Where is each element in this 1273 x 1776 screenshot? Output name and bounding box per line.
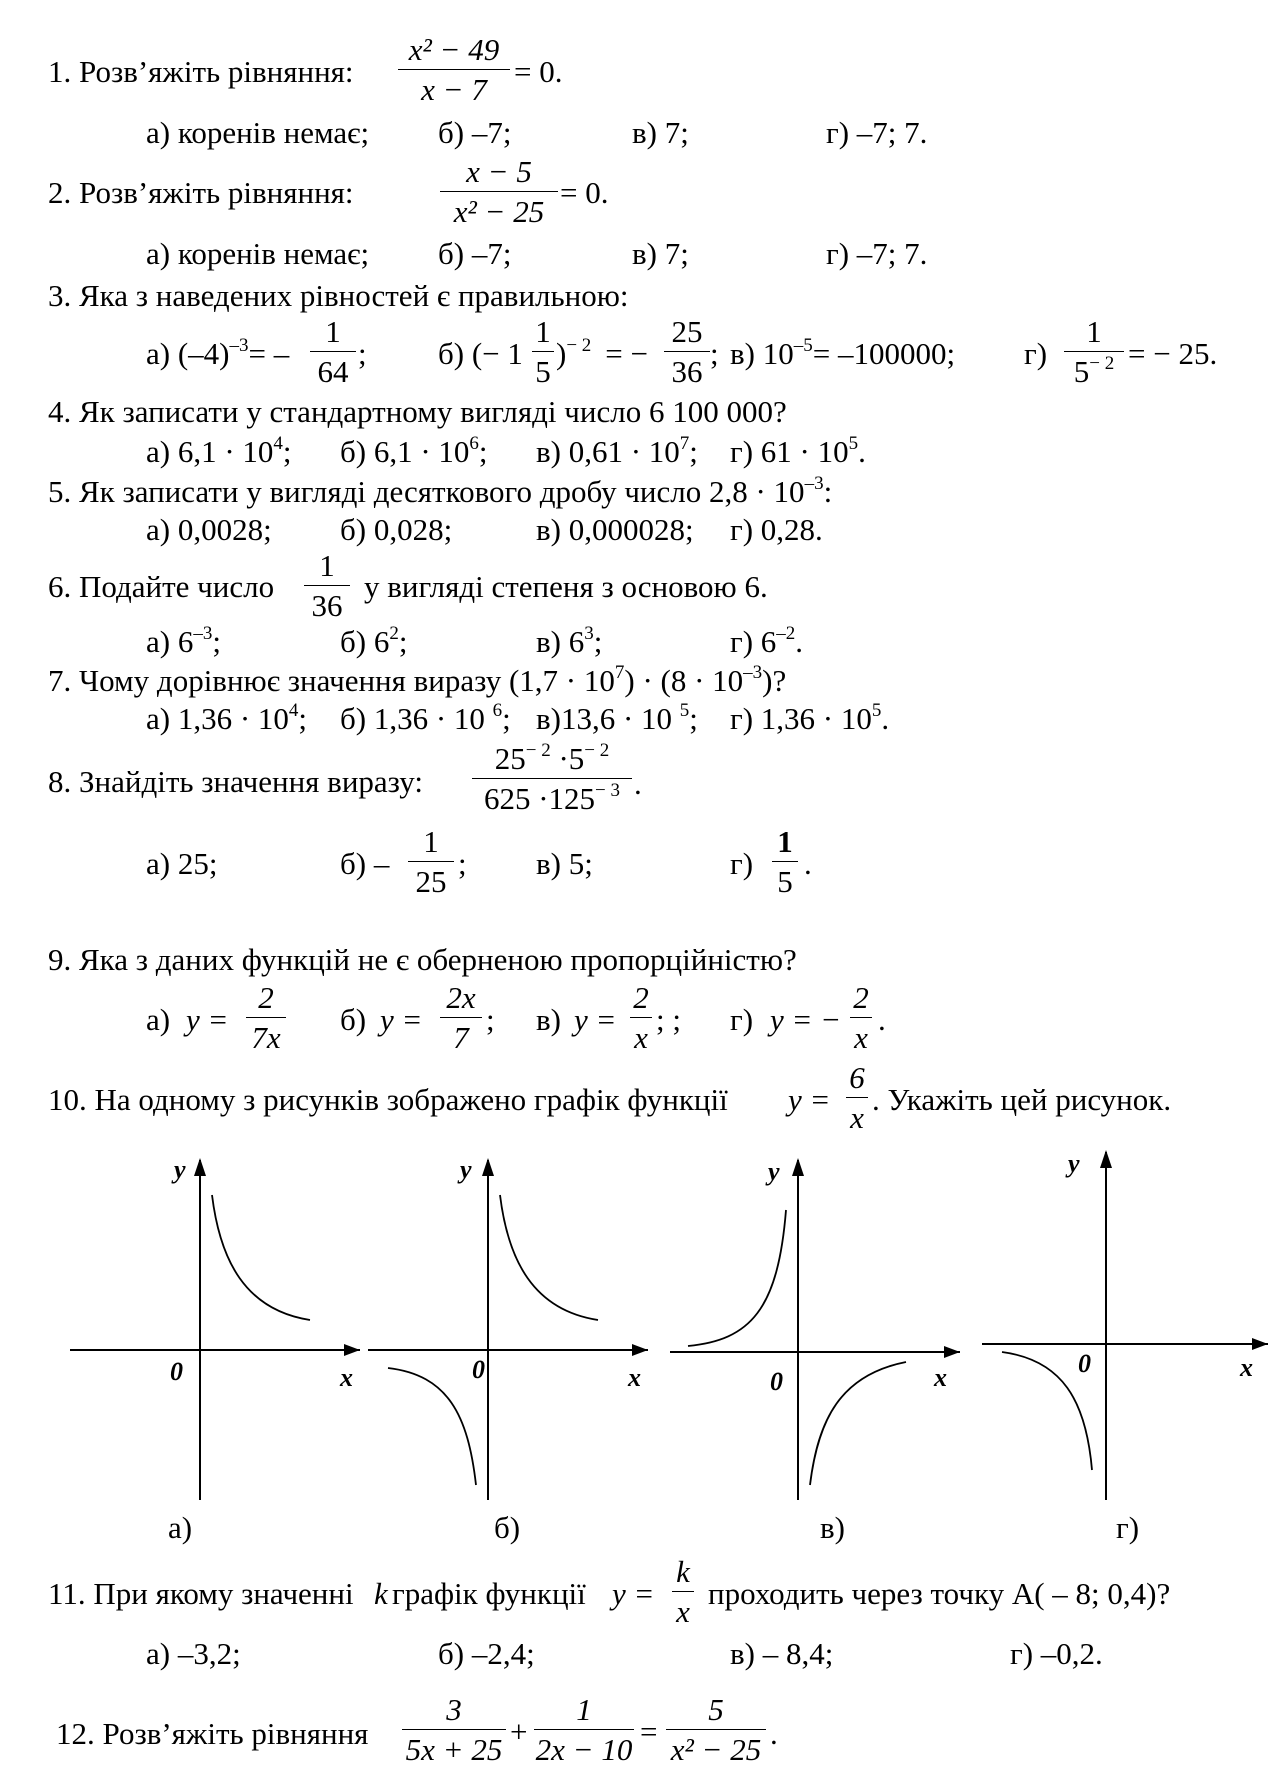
q9-d-numerator: 2 bbox=[853, 980, 869, 1015]
q12-eq: = bbox=[640, 1714, 658, 1749]
q1-denominator: x − 7 bbox=[421, 72, 487, 107]
q3-b-denominator: 5 bbox=[535, 354, 551, 389]
q7-option-b bbox=[340, 700, 511, 736]
q11-numerator: k bbox=[676, 1554, 690, 1589]
q2-option-c: в) 7; bbox=[632, 236, 689, 271]
q6-option-d bbox=[730, 623, 804, 659]
q6-numerator: 1 bbox=[319, 548, 335, 583]
q3-d-den-base: 5 bbox=[1073, 354, 1090, 389]
q8-num-b-exp: − 2 bbox=[584, 740, 610, 761]
q3-a-exp: –3 bbox=[229, 335, 249, 356]
q10-fraction bbox=[846, 1062, 868, 1133]
q9-c-lhs: y = bbox=[574, 1002, 617, 1037]
q9-option-c-lead: в) bbox=[536, 1002, 561, 1037]
graph-a-caption: а) bbox=[168, 1510, 193, 1545]
q8-option-b-tail: ; bbox=[458, 846, 467, 881]
q12-fraction-2 bbox=[534, 1694, 634, 1765]
q9-c-denominator: x bbox=[634, 1020, 648, 1055]
q12-f3-numerator: 5 bbox=[708, 1692, 724, 1727]
q2-fraction bbox=[440, 156, 558, 227]
q3-c-exp: –5 bbox=[793, 335, 813, 356]
q12-lead: 12. Розв’яжіть рівняння bbox=[56, 1716, 369, 1751]
q4-a-tail: ; bbox=[282, 434, 292, 469]
q11-lead: 11. При якому значенні bbox=[48, 1576, 354, 1611]
graph-b-y-label: y bbox=[460, 1155, 472, 1184]
q4-text: 4. Як записати у стандартному вигляді число 6 100 000? bbox=[48, 394, 787, 429]
q3-a-tail: ; bbox=[358, 336, 367, 371]
q3-d-numerator: 1 bbox=[1086, 314, 1102, 349]
q3-b-eq: = − bbox=[605, 336, 649, 371]
q7-d-base: г) 1,36 · 10 bbox=[730, 701, 872, 736]
q6-denominator: 36 bbox=[311, 588, 343, 623]
q6-option-c bbox=[536, 623, 603, 659]
q4-a-exp: 4 bbox=[273, 433, 283, 454]
q9-d-tail: . bbox=[878, 1002, 886, 1037]
q2-option-a: а) коренів немає; bbox=[146, 236, 370, 271]
q10-tail: . Укажіть цей рисунок. bbox=[872, 1082, 1172, 1117]
q6-lead: 6. Подайте число bbox=[48, 569, 275, 604]
q4-option-c bbox=[536, 433, 698, 469]
graph-c-y-label: y bbox=[768, 1157, 780, 1186]
q5-option-a: а) 0,0028; bbox=[146, 512, 272, 547]
graph-c[interactable] bbox=[670, 1150, 960, 1500]
q3-option-c bbox=[730, 335, 956, 371]
q11-fraction bbox=[672, 1556, 694, 1627]
q1-fraction bbox=[398, 34, 510, 105]
q5-text bbox=[48, 473, 833, 509]
q4-b-base: б) 6,1 · 10 bbox=[340, 434, 470, 469]
q9-b-tail: ; bbox=[486, 1002, 495, 1037]
q4-b-tail: ; bbox=[478, 434, 488, 469]
q7-option-d bbox=[730, 700, 890, 736]
q3-option-d: г) bbox=[1024, 336, 1048, 371]
q8-option-b-fraction bbox=[408, 826, 454, 897]
q7-a-exp: 4 bbox=[288, 700, 299, 721]
q8-denominator bbox=[472, 780, 632, 816]
q8-num-b: ·5 bbox=[558, 741, 585, 776]
q4-c-exp: 7 bbox=[679, 433, 690, 454]
q8-option-b-lead: б) – bbox=[340, 846, 390, 881]
q7-mid: ) · (8 · 10 bbox=[624, 663, 744, 698]
q3-b-tail: ; bbox=[710, 336, 719, 371]
q4-b-exp: 6 bbox=[469, 433, 479, 454]
q9-b-numerator: 2x bbox=[446, 980, 476, 1015]
q8-option-d-lead: г) bbox=[730, 846, 754, 881]
graph-c-x-label: x bbox=[934, 1363, 947, 1392]
q3-d-fraction bbox=[1064, 316, 1124, 387]
q8-num-a-exp: − 2 bbox=[525, 740, 551, 761]
q8-tail: . bbox=[634, 766, 642, 801]
q4-option-a bbox=[146, 433, 292, 469]
q8-option-d-tail: . bbox=[804, 846, 812, 881]
q7-c-base: в)13,6 · 10 bbox=[536, 701, 680, 736]
q3-b-numerator2: 25 bbox=[671, 314, 703, 349]
q7-option-c bbox=[536, 700, 698, 736]
graph-d-caption: г) bbox=[1116, 1510, 1140, 1545]
q7-c-exp: 5 bbox=[679, 700, 690, 721]
q12-f1-denominator: 5x + 25 bbox=[405, 1732, 503, 1767]
q9-option-a-lead: а) bbox=[146, 1002, 171, 1037]
q12-plus: + bbox=[510, 1714, 528, 1749]
q8-fraction bbox=[472, 740, 632, 816]
graph-c-caption: в) bbox=[820, 1510, 845, 1545]
q3-b-close bbox=[556, 335, 649, 371]
q11-option-a: а) –3,2; bbox=[146, 1636, 241, 1671]
q11-lhs: y = bbox=[612, 1576, 655, 1611]
q9-d-denominator: x bbox=[854, 1020, 868, 1055]
q7-d-tail: . bbox=[881, 701, 890, 736]
q7-exp2: –3 bbox=[743, 662, 763, 683]
graph-b-origin-label: 0 bbox=[472, 1355, 485, 1384]
q9-a-numerator: 2 bbox=[258, 980, 274, 1015]
q9-c-numerator: 2 bbox=[633, 980, 649, 1015]
q12-f1-numerator: 3 bbox=[446, 1692, 462, 1727]
q5-option-c: в) 0,000028; bbox=[536, 512, 694, 547]
q10-denominator: x bbox=[850, 1100, 864, 1135]
q8-option-a: а) 25; bbox=[146, 846, 218, 881]
q3-d-den-exp: − 2 bbox=[1089, 353, 1115, 374]
q3-option-a bbox=[146, 335, 290, 371]
graph-b-x-label: x bbox=[628, 1363, 641, 1392]
q8-b-numerator: 1 bbox=[423, 824, 439, 859]
q12-fraction-1 bbox=[402, 1694, 506, 1765]
q11-denominator: x bbox=[676, 1594, 690, 1629]
q5-tail: : bbox=[823, 474, 833, 509]
q3-b-numerator: 1 bbox=[535, 314, 551, 349]
q3-option-b bbox=[438, 338, 523, 369]
q3-text: 3. Яка з наведених рівностей є правильною: bbox=[48, 278, 629, 313]
q7-d-exp: 5 bbox=[871, 700, 882, 721]
q3-a-denominator: 64 bbox=[317, 354, 349, 389]
q6-option-b bbox=[340, 623, 408, 659]
q2-tail: = 0. bbox=[560, 175, 609, 210]
q4-d-tail: . bbox=[858, 434, 866, 469]
q7-a-tail: ; bbox=[298, 701, 308, 736]
q6-a-exp: –3 bbox=[193, 623, 213, 644]
q3-b-fraction bbox=[664, 316, 710, 387]
q6-b-tail: ; bbox=[398, 624, 408, 659]
q6-c-base: в) 6 bbox=[536, 624, 585, 659]
q1-option-d: г) –7; 7. bbox=[826, 115, 928, 150]
graph-d[interactable] bbox=[982, 1150, 1268, 1500]
q1-option-b: б) –7; bbox=[438, 115, 512, 150]
q12-f3-denominator: x² − 25 bbox=[670, 1732, 762, 1767]
q8-den-a: 625 ·125 bbox=[483, 781, 596, 816]
q12-tail: . bbox=[770, 1716, 778, 1751]
q2-option-d: г) –7; 7. bbox=[826, 236, 928, 271]
q5-option-b: б) 0,028; bbox=[340, 512, 453, 547]
q1-text: 1. Розв’яжіть рівняння: bbox=[48, 54, 354, 89]
q4-d-base: г) 61 · 10 bbox=[730, 434, 849, 469]
q10-numerator: 6 bbox=[849, 1060, 865, 1095]
q4-d-exp: 5 bbox=[848, 433, 859, 454]
q9-a-lhs: y = bbox=[186, 1002, 229, 1037]
q6-b-exp: 2 bbox=[389, 623, 399, 644]
q12-f2-numerator: 1 bbox=[576, 1692, 592, 1727]
graph-b-caption: б) bbox=[494, 1510, 521, 1545]
q6-a-tail: ; bbox=[212, 624, 221, 659]
q8-option-c: в) 5; bbox=[536, 846, 593, 881]
q3-c-lead: в) 10 bbox=[730, 336, 794, 371]
q6-a-base: а) 6 bbox=[146, 624, 194, 659]
graph-d-origin-label: 0 bbox=[1078, 1349, 1091, 1378]
graph-c-origin-label: 0 bbox=[770, 1367, 783, 1396]
q3-b-lead: б) (− 1 bbox=[438, 336, 523, 371]
q1-tail: = 0. bbox=[514, 54, 563, 89]
q5-option-d: г) 0,28. bbox=[730, 512, 823, 547]
q5-exp: –3 bbox=[804, 473, 824, 494]
q4-option-b bbox=[340, 433, 488, 469]
graph-a-x-label: x bbox=[340, 1363, 353, 1392]
q6-fraction bbox=[304, 550, 350, 621]
q2-option-b: б) –7; bbox=[438, 236, 512, 271]
q9-d-lhs: y = − bbox=[770, 1002, 842, 1037]
q11-option-c: в) – 8,4; bbox=[730, 1636, 834, 1671]
q6-d-base: г) 6 bbox=[730, 624, 777, 659]
q11-tail: проходить через точку А( – 8; 0,4)? bbox=[708, 1576, 1171, 1611]
q11-mid: графік функції bbox=[392, 1576, 586, 1611]
q7-b-base: б) 1,36 · 10 bbox=[340, 701, 493, 736]
q7-a-base: а) 1,36 · 10 bbox=[146, 701, 289, 736]
q3-b-denominator2: 36 bbox=[671, 354, 703, 389]
q2-numerator: x − 5 bbox=[466, 154, 532, 189]
q9-b-fraction bbox=[440, 982, 482, 1053]
q4-c-base: в) 0,61 · 10 bbox=[536, 434, 680, 469]
q4-a-base: а) 6,1 · 10 bbox=[146, 434, 274, 469]
q3-c-rest: = –100000; bbox=[812, 336, 956, 371]
q7-text-main: 7. Чому дорівнює значення виразу (1,7 · 10 bbox=[48, 663, 615, 698]
graph-a-origin-label: 0 bbox=[170, 1357, 183, 1386]
q1-option-c: в) 7; bbox=[632, 115, 689, 150]
q3-b-exp: − 2 bbox=[566, 335, 592, 356]
q8-text: 8. Знайдіть значення виразу: bbox=[48, 764, 423, 799]
q11-option-d: г) –0,2. bbox=[1010, 1636, 1103, 1671]
q12-fraction-3 bbox=[666, 1694, 766, 1765]
q2-denominator: x² − 25 bbox=[453, 194, 545, 229]
q9-text: 9. Яка з даних функцій не є оберненою пропорційністю? bbox=[48, 942, 797, 977]
q9-option-b-lead: б) bbox=[340, 1002, 367, 1037]
q6-c-exp: 3 bbox=[584, 623, 594, 644]
q6-d-tail: . bbox=[795, 624, 804, 659]
q8-num-a: 25 bbox=[494, 741, 526, 776]
q3-a-lead: а) (–4) bbox=[146, 336, 230, 371]
q3-a-numerator: 1 bbox=[325, 314, 341, 349]
q8-den-a-exp: − 3 bbox=[595, 780, 621, 801]
q9-b-lhs: y = bbox=[380, 1002, 423, 1037]
graph-b[interactable] bbox=[368, 1150, 658, 1500]
q7-option-a bbox=[146, 700, 308, 736]
q10-lead: 10. На одному з рисунків зображено графік функції bbox=[48, 1082, 728, 1117]
graph-a[interactable] bbox=[70, 1150, 360, 1500]
q5-text-main: 5. Як записати у вигляді десяткового дробу число 2,8 · 10 bbox=[48, 474, 805, 509]
q3-d-tail: = − 25. bbox=[1128, 336, 1218, 371]
q12-f2-denominator: 2x − 10 bbox=[535, 1732, 633, 1767]
q6-d-exp: –2 bbox=[776, 623, 796, 644]
q8-b-denominator: 25 bbox=[415, 864, 447, 899]
q9-c-fraction bbox=[630, 982, 652, 1053]
q11-k: k bbox=[374, 1576, 388, 1611]
q9-a-denominator: 7x bbox=[251, 1020, 281, 1055]
q1-numerator: x² − 49 bbox=[408, 32, 500, 67]
q1-option-a: а) коренів немає; bbox=[146, 115, 370, 150]
q3-d-denominator bbox=[1064, 353, 1124, 389]
q4-c-tail: ; bbox=[689, 434, 698, 469]
graph-a-y-label: y bbox=[174, 1155, 186, 1184]
q7-exp1: 7 bbox=[614, 662, 625, 683]
q6-tail: у вигляді степеня з основою 6. bbox=[364, 569, 768, 604]
q3-b-paren: ) bbox=[556, 336, 567, 371]
q3-a-eq: = – bbox=[248, 336, 290, 371]
q7-c-tail: ; bbox=[689, 701, 698, 736]
q8-numerator bbox=[472, 740, 632, 776]
q7-text bbox=[48, 662, 787, 698]
q7-b-exp: 6 bbox=[492, 700, 503, 721]
q9-d-fraction bbox=[850, 982, 872, 1053]
q2-text: 2. Розв’яжіть рівняння: bbox=[48, 175, 354, 210]
q7-tail: )? bbox=[762, 663, 787, 698]
q9-option-d-lead: г) bbox=[730, 1002, 754, 1037]
graph-d-y-label: y bbox=[1068, 1149, 1080, 1178]
q8-d-numerator: 1 bbox=[777, 824, 793, 859]
q3-a-fraction bbox=[310, 316, 356, 387]
q9-a-fraction bbox=[246, 982, 286, 1053]
q6-c-tail: ; bbox=[593, 624, 603, 659]
q8-option-d-fraction bbox=[772, 826, 798, 897]
q10-lhs: y = bbox=[788, 1082, 831, 1117]
q9-b-denominator: 7 bbox=[453, 1020, 469, 1055]
graph-d-x-label: x bbox=[1240, 1353, 1253, 1382]
q4-option-d bbox=[730, 433, 866, 469]
q11-option-b: б) –2,4; bbox=[438, 1636, 535, 1671]
q8-d-denominator: 5 bbox=[777, 864, 793, 899]
q6-option-a bbox=[146, 623, 221, 659]
q3-b-mixed-fraction bbox=[532, 316, 554, 387]
q9-c-tail: ; ; bbox=[656, 1002, 681, 1037]
q6-b-base: б) 6 bbox=[340, 624, 390, 659]
q7-b-tail: ; bbox=[502, 701, 511, 736]
